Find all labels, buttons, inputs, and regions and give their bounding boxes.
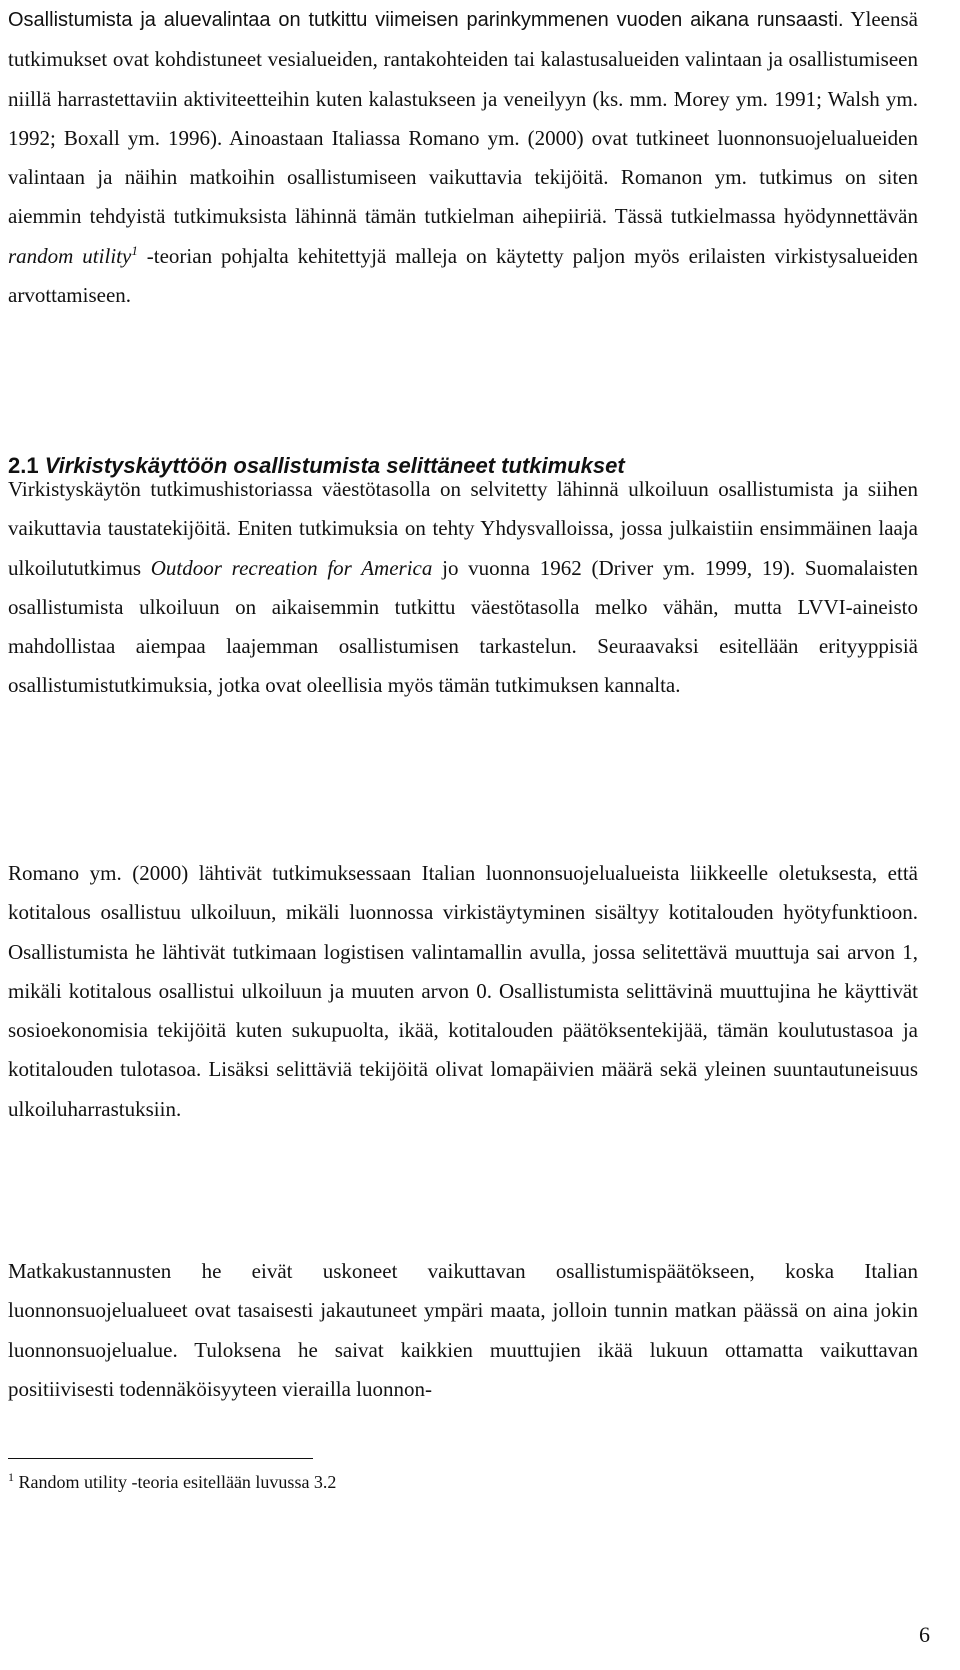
book-title: Outdoor recreation for America [150,555,433,580]
paragraph-1-text-a: Virkistyskäytön tutkimushistoriassa väestötasolla on selvitetty lähinnä ulkoiluun osallistumista ja siihen vaikuttavia taustatekijöitä. Eniten tutkimuksia on tehty Yhdysvalloissa, jossa julkaistiin ensimmäinen laaja ulkoilututkimus [8,477,918,580]
paragraph-2: Romano ym. (2000) lähtivät tutkimuksessaan Italian luonnonsuojelualueista liikkeelle oletuksesta, että kotitalous osallistuu ulkoiluun, mikäli luonnossa virkistäytyminen sisältyy kotitalouden hyötyfunktioon. Osallistumista he lähtivät tutkimaan logistisen valintamallin avulla, jossa selitettävä muuttuja sai arvon 1, mikäli kotitalous osallistui ulkoiluun ja muuten arvon 0. Osallistumista selittävinä muuttujina he käyttivät sosioekonomisia tekijöitä kuten sukupuolta, ikää, kotitalouden päätöksentekijää, tämän koulutustasoa ja kotitalouden tulotasoa. Lisäksi selittäviä tekijöitä olivat lomapäivien määrä sekä yleinen suuntautuneisuus ulkoiluharrastuksiin. [8,861,918,1121]
intro-lead-sentence: Osallistumista ja aluevalintaa on tutkittu viimeisen parinkymmenen vuoden aikana runsaasti. [8,9,844,31]
section-number: 2.1 [8,453,39,478]
intro-text-part1: Yleensä tutkimukset ovat kohdistuneet vesialueiden, rantakohteiden tai kalastusalueiden valintaan ja osallistumiseen niillä harrastettaviin aktiviteetteihin kuten kalastukseen ja veneilyyn (ks. mm. Morey ym. 1991; Walsh ym. 1992; Boxall ym. 1996). Ainoastaan Italiassa Romano ym. (2000) ovat tutkineet luonnonsuojelualueiden valintaan ja näihin matkoihin osallistumiseen vaikuttavia tekijöitä. Romanon ym. tutkimus on siten aiemmin tehdyistä tutkimuksista lähinnä tämän tutkielman aihepiiriä. Tässä tutkielmassa hyödynnettävän [8,7,918,229]
paragraph-3: Matkakustannusten he eivät uskoneet vaikuttavan osallistumispäätökseen, koska Italian luonnonsuojelualueet ovat tasaisesti jakautuneet ympäri maata, jolloin tunnin matkan päässä on aina jokin luonnonsuojelualue. Tuloksena he saivat kaikkien muuttujien ikää lukuun ottamatta vaikuttavan positiivisesti todennäköisyyteen vierailla luonnon- [8,1259,918,1401]
paragraph-1-text-b: jo vuonna 1962 (Driver ym. 1999, 19). Suomalaisten osallistumista ulkoiluun on aikaisemmin tutkittu väestötasolla melko vähän, mutta LVVI-aineisto mahdollistaa aiempaa laajemman osallistumisen tarkastelun. Seuraavaksi esitellään erityyppisiä osallistumistutkimuksia, jotka ovat oleellisia myös tämän tutkimuksen kannalta. [8,555,919,698]
paragraph-1 [8,470,918,706]
intro-paragraph [8,0,918,315]
footnote [8,1470,336,1494]
footnote-marker: 1 [8,1470,14,1484]
footnote-text: Random utility -teoria esitellään luvussa 3.2 [14,1472,337,1492]
footnote-reference[interactable]: 1 [131,242,138,258]
intro-text-part2: -teorian pohjalta kehitettyjä malleja on käytetty paljon myös erilaisten virkistysalueiden arvottamiseen. [8,243,918,308]
footnote-divider [8,1458,313,1459]
random-utility-term: random utility [8,243,132,268]
section-title: Virkistyskäyttöön osallistumista selittäneet tutkimukset [44,453,625,478]
page-number: 6 [919,1622,930,1647]
